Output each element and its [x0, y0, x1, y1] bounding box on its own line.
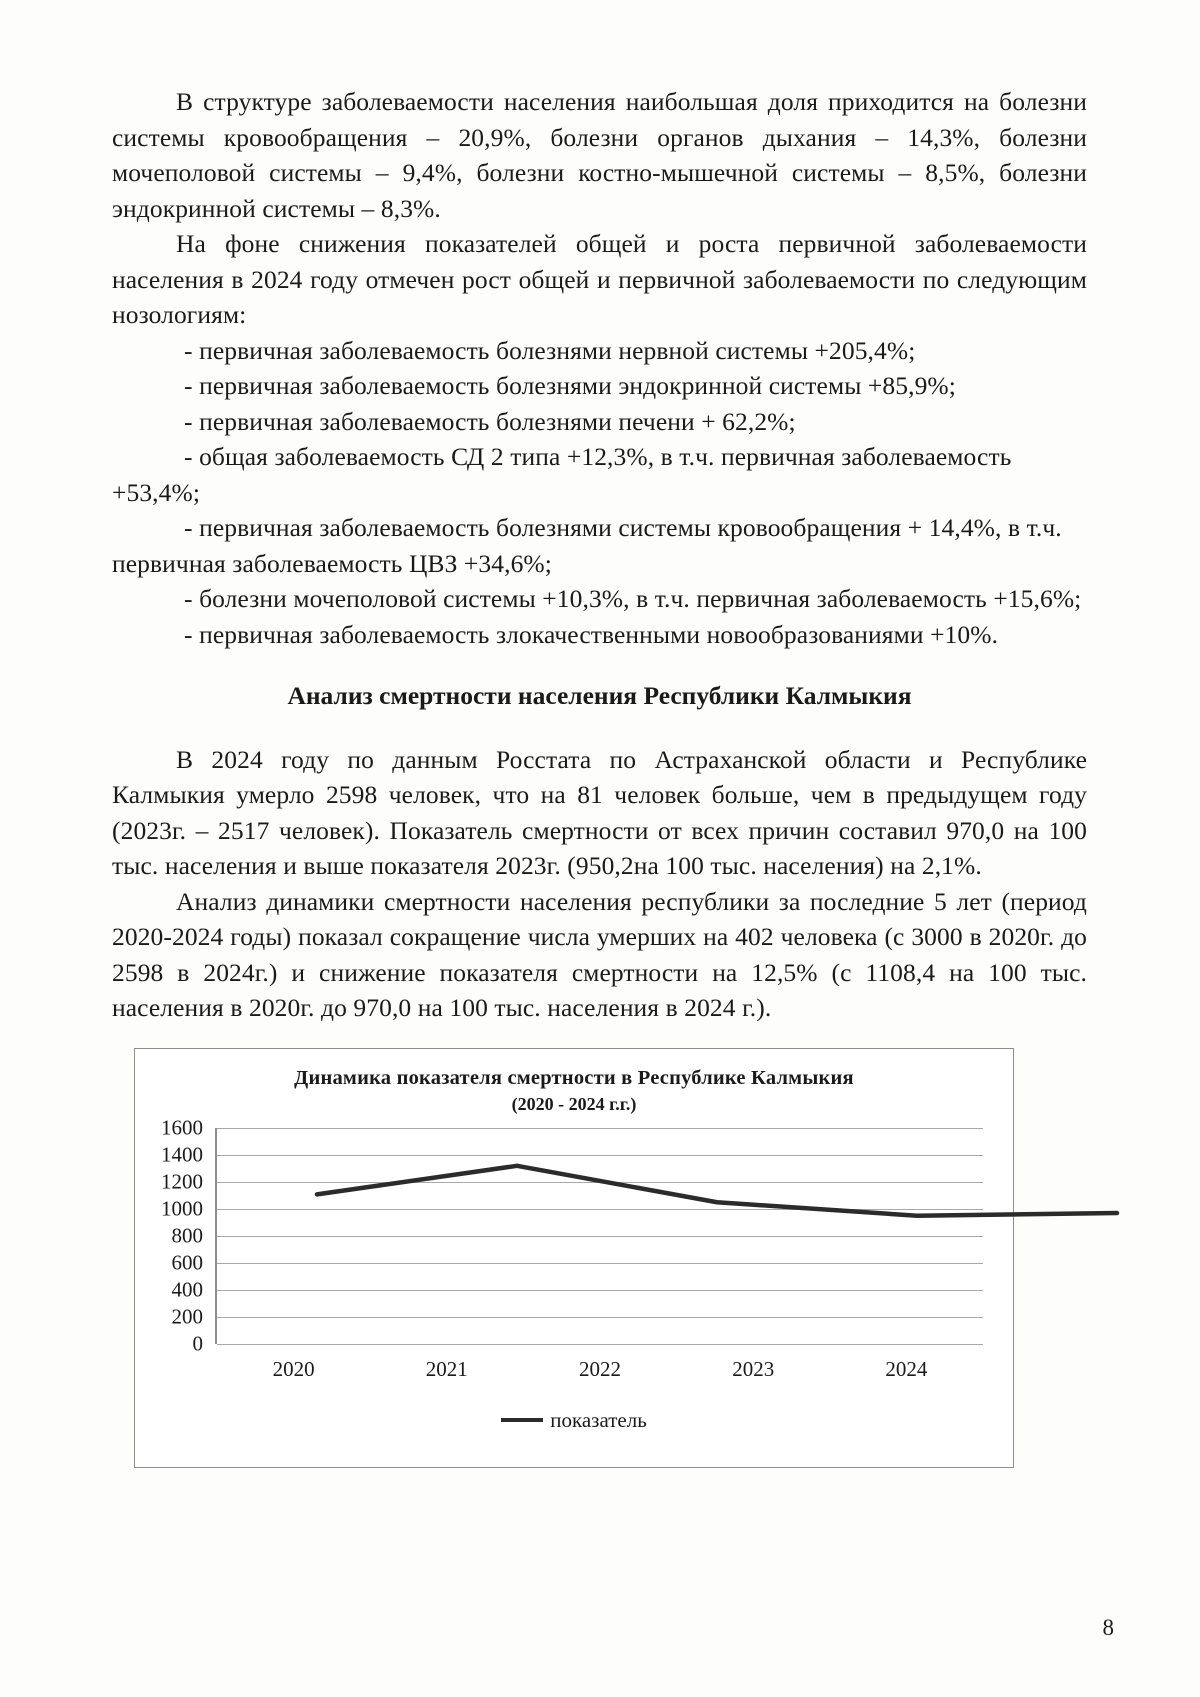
chart-title: Динамика показателя смертности в Республике Калмыкия	[294, 1066, 854, 1089]
page-number: 8	[1102, 1615, 1114, 1640]
paragraph-deaths-2024: В 2024 году по данным Росстата по Астраханской области и Республике Калмыкия умерло 2598 человек, что на 81 человек больше, чем в предыдущем году (2023г. – 2517 человек). Показатель смертности от всех причин составил 970,0 на 100 тыс. населения и выше показателя 2023г. (950,2на 100 тыс. населения) на 2,1%.	[112, 744, 1087, 880]
y-tick-200: 200	[171, 1304, 203, 1328]
document-body	[112, 84, 1087, 1468]
bullet-endocrine-system: - первичная заболеваемость болезнями эндокринной системы +85,9%;	[184, 371, 956, 400]
y-tick-1400: 1400	[161, 1142, 203, 1166]
y-axis	[135, 1115, 209, 1355]
y-tick-1200: 1200	[161, 1169, 203, 1193]
bullet-malignant-neoplasms: - первичная заболеваемость злокачественными новообразованиями +10%.	[184, 619, 999, 649]
gridline-0	[217, 1344, 983, 1345]
bullet-nervous-system: - первичная заболеваемость болезнями нервной системы +205,4%;	[184, 335, 916, 365]
x-tick-2023: 2023	[732, 1356, 775, 1381]
y-tick-600: 600	[171, 1250, 203, 1274]
y-tick-1000: 1000	[161, 1196, 203, 1220]
mortality-dynamics-chart	[134, 1048, 1014, 1468]
chart-plot-area	[135, 1115, 983, 1381]
x-tick-2024: 2024	[885, 1356, 928, 1381]
bullet-liver-diseases: - первичная заболеваемость болезнями печени + 62,2%;	[184, 406, 796, 436]
x-axis-labels	[217, 1356, 983, 1382]
x-tick-2020: 2020	[272, 1356, 315, 1381]
x-tick-2021: 2021	[425, 1356, 468, 1381]
section-heading-mortality-analysis: Анализ смертности населения Республики Калмыкия	[287, 681, 912, 710]
legend-label-pokazatel: показатель	[550, 1407, 647, 1432]
bullet-diabetes-type2: - общая заболеваемость СД 2 типа +12,3%, в т.ч. первичная заболеваемость +53,4%;	[112, 442, 1012, 507]
x-tick-2022: 2022	[579, 1356, 621, 1381]
chart-legend	[135, 1408, 1013, 1432]
bullet-circulatory-system: - первичная заболеваемость болезнями системы кровообращения + 14,4%, в т.ч. первичная заболеваемость ЦВЗ +34,6%;	[112, 513, 1062, 578]
y-tick-0: 0	[192, 1331, 203, 1355]
y-tick-400: 400	[171, 1277, 203, 1301]
chart-series-pokazatel	[217, 1128, 1200, 1344]
chart-subtitle: (2020 - 2024 г.г.)	[511, 1093, 637, 1114]
bullet-genitourinary-system: - болезни мочеполовой системы +10,3%, в т.ч. первичная заболеваемость +15,6%;	[184, 584, 1082, 613]
y-tick-800: 800	[171, 1223, 203, 1247]
legend-swatch-icon	[501, 1418, 543, 1422]
paragraph-structure-morbidity: В структуре заболеваемости населения наибольшая доля приходится на болезни системы кровообращения – 20,9%, болезни органов дыхания – 14,3%, болезни мочеполовой системы – 9,4%, болезни костно-мышечной системы – 8,5%, болезни эндокринной системы – 8,3%.	[112, 87, 1087, 223]
y-tick-1600: 1600	[161, 1115, 203, 1139]
heading-spacer	[112, 722, 1087, 742]
paragraph-mortality-dynamics: Анализ динамики смертности населения республики за последние 5 лет (период 2020-2024 годы) показал сокращение числа умерших на 402 человека (с 3000 в 2020г. до 2598 в 2024г.) и снижение показателя смертности на 12,5% (с 1108,4 на 100 тыс. населения в 2020г. до 970,0 на 100 тыс. населения в 2024 г.).	[112, 886, 1087, 1022]
paragraph-morbidity-growth: На фоне снижения показателей общей и роста первичной заболеваемости населения в 2024 году отмечен рост общей и первичной заболеваемости по следующим нозологиям:	[112, 229, 1087, 329]
